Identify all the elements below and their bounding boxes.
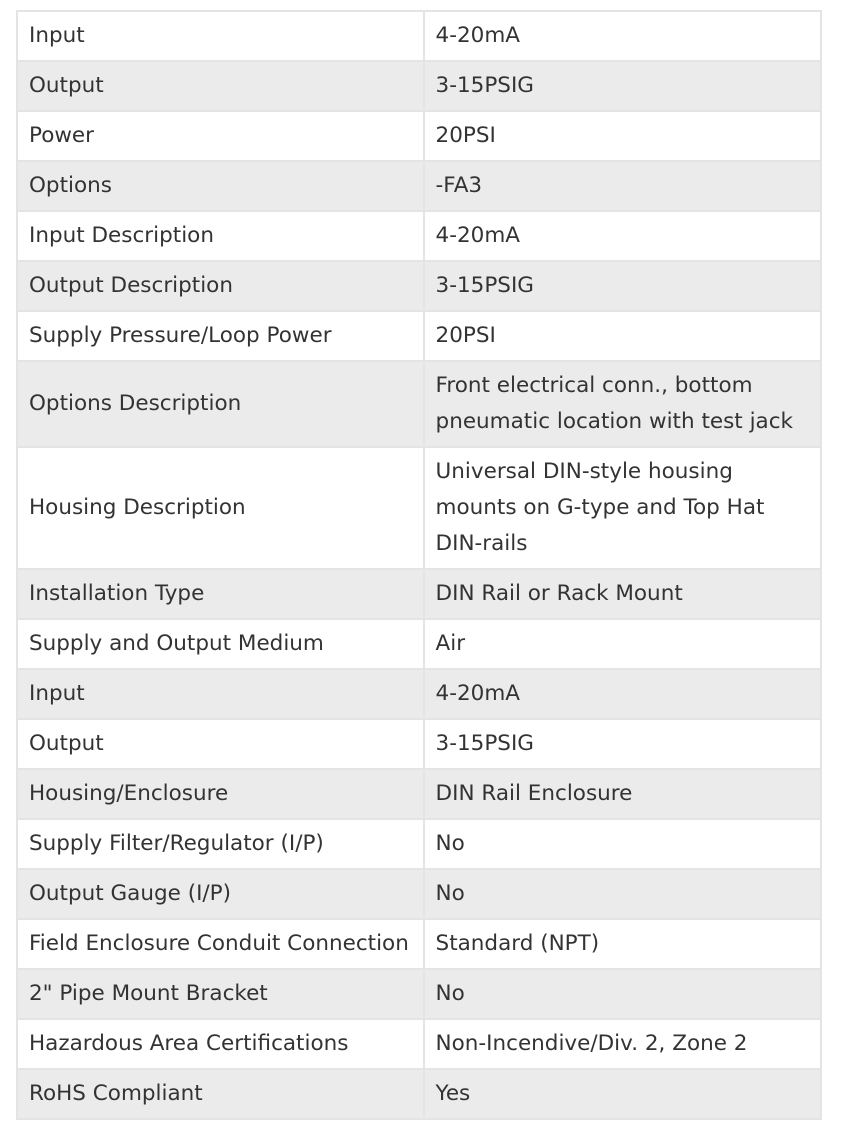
spec-label: RoHS Compliant — [17, 1069, 424, 1119]
spec-row — [17, 869, 821, 919]
spec-row — [17, 447, 821, 569]
spec-row — [17, 719, 821, 769]
spec-value: No — [424, 819, 821, 869]
spec-label: Output Gauge (I/P) — [17, 869, 424, 919]
spec-row — [17, 919, 821, 969]
spec-value: 3-15PSIG — [424, 719, 821, 769]
spec-label: Field Enclosure Conduit Connection — [17, 919, 424, 969]
spec-row — [17, 161, 821, 211]
spec-value: No — [424, 869, 821, 919]
spec-value: -FA3 — [424, 161, 821, 211]
spec-label: Supply Filter/Regulator (I/P) — [17, 819, 424, 869]
spec-row — [17, 211, 821, 261]
spec-row — [17, 1069, 821, 1119]
spec-value: Air — [424, 619, 821, 669]
spec-row — [17, 969, 821, 1019]
spec-value: 4-20mA — [424, 211, 821, 261]
spec-value: 3-15PSIG — [424, 61, 821, 111]
spec-value: Front electrical conn., bottom pneumatic location with test jack — [424, 361, 821, 447]
spec-label: Housing/Enclosure — [17, 769, 424, 819]
spec-label: Input Description — [17, 211, 424, 261]
spec-label: Supply Pressure/Loop Power — [17, 311, 424, 361]
spec-value: Standard (NPT) — [424, 919, 821, 969]
spec-value: No — [424, 969, 821, 1019]
spec-label: Output Description — [17, 261, 424, 311]
spec-label: 2" Pipe Mount Bracket — [17, 969, 424, 1019]
spec-row — [17, 1019, 821, 1069]
spec-value: 20PSI — [424, 111, 821, 161]
spec-label: Options Description — [17, 361, 424, 447]
spec-label: Power — [17, 111, 424, 161]
spec-row — [17, 819, 821, 869]
spec-row — [17, 361, 821, 447]
spec-row — [17, 669, 821, 719]
spec-row — [17, 619, 821, 669]
spec-value: 4-20mA — [424, 11, 821, 61]
spec-value: Non-Incendive/Div. 2, Zone 2 — [424, 1019, 821, 1069]
spec-row — [17, 61, 821, 111]
spec-label: Input — [17, 669, 424, 719]
spec-label: Options — [17, 161, 424, 211]
specifications-table — [16, 10, 822, 1120]
spec-value: Yes — [424, 1069, 821, 1119]
spec-row — [17, 11, 821, 61]
spec-value: DIN Rail Enclosure — [424, 769, 821, 819]
spec-value: Universal DIN-style housing mounts on G-type and Top Hat DIN-rails — [424, 447, 821, 569]
spec-value: DIN Rail or Rack Mount — [424, 569, 821, 619]
spec-value: 3-15PSIG — [424, 261, 821, 311]
spec-label: Output — [17, 719, 424, 769]
spec-label: Hazardous Area Certifications — [17, 1019, 424, 1069]
spec-label: Housing Description — [17, 447, 424, 569]
spec-value: 4-20mA — [424, 669, 821, 719]
spec-row — [17, 569, 821, 619]
spec-label: Output — [17, 61, 424, 111]
spec-row — [17, 769, 821, 819]
spec-label: Input — [17, 11, 424, 61]
spec-value: 20PSI — [424, 311, 821, 361]
spec-row — [17, 261, 821, 311]
spec-row — [17, 311, 821, 361]
specifications-body — [17, 11, 821, 1119]
spec-label: Supply and Output Medium — [17, 619, 424, 669]
spec-row — [17, 111, 821, 161]
spec-label: Installation Type — [17, 569, 424, 619]
